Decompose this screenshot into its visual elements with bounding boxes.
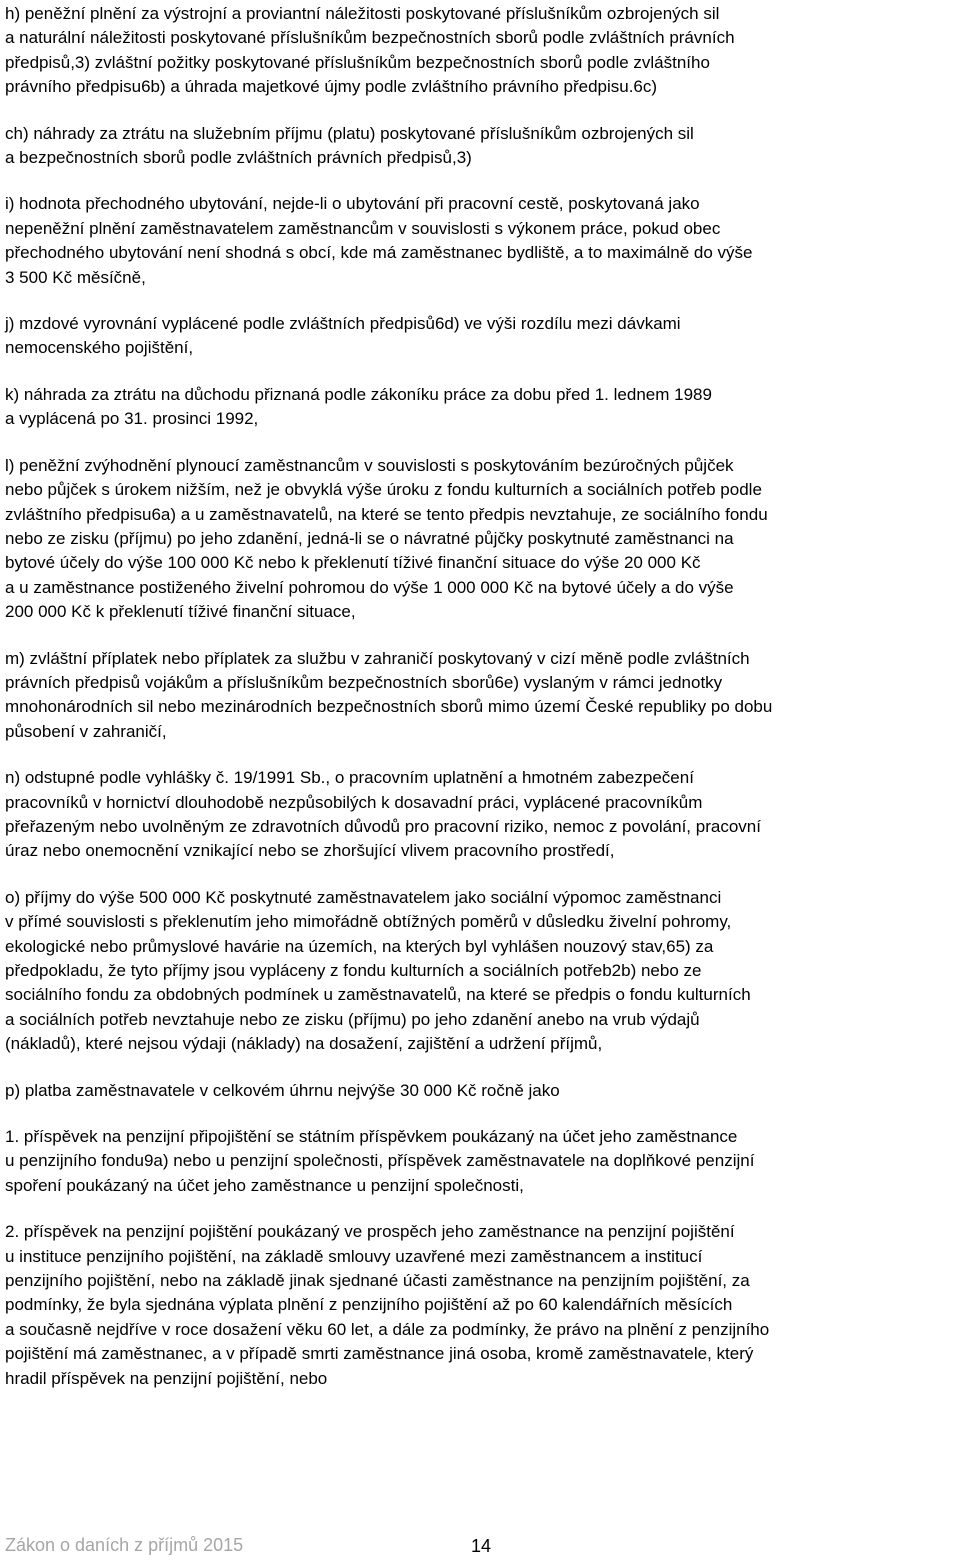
text-line: a současně nejdříve v roce dosažení věku 60 let, a dále za podmínky, že právo na plnění z penzijního: [5, 1319, 770, 1339]
text-line: a sociálních potřeb nevztahuje nebo ze zisku (příjmu) po jeho zdanění anebo na vrub výdajů: [5, 1009, 700, 1029]
paragraph-n: [5, 766, 955, 864]
text-line: sociálního fondu za obdobných podmínek u zaměstnavatelů, na které se předpis o fondu kulturních: [5, 985, 751, 1005]
paragraph-m: [5, 647, 955, 745]
text-line: podmínky, že byla sjednána výplata plnění z penzijního pojištění až po 60 kalendářních měsících: [5, 1295, 733, 1315]
text-line: n) odstupné podle vyhlášky č. 19/1991 Sb., o pracovním uplatnění a hmotném zabezpečení: [5, 768, 694, 788]
text-line: úraz nebo onemocnění vznikající nebo se zhoršující vlivem pracovního prostředí,: [5, 841, 615, 861]
text-line: 2. příspěvek na penzijní pojištění poukázaný ve prospěch jeho zaměstnance na penzijní pojištění: [5, 1222, 735, 1242]
text-line: předpokladu, že tyto příjmy jsou vypláceny z fondu kulturních a sociálních potřeb2b) nebo ze: [5, 961, 702, 980]
text-line: o) příjmy do výše 500 000 Kč poskytnuté zaměstnavatelem jako sociální výpomoc zaměstnanci: [5, 887, 722, 907]
text-line: p) platba zaměstnavatele v celkovém úhrnu nejvýše 30 000 Kč ročně jako: [5, 1080, 560, 1100]
text-line: a naturální náležitosti poskytované příslušníkům bezpečnostních sborů podle zvláštních právních: [5, 28, 735, 48]
paragraph-h: [5, 2, 955, 100]
text-line: pojištění má zaměstnanec, a v případě smrti zaměstnance jiná osoba, kromě zaměstnavatele, který: [5, 1344, 754, 1364]
text-line: h) peněžní plnění za výstrojní a proviantní náležitosti poskytované příslušníkům ozbrojených sil: [5, 4, 720, 23]
paragraph-l: [5, 454, 955, 625]
text-line: penzijního pojištění, nebo na základě jinak sjednané účasti zaměstnance na penzijním pojištění, za: [5, 1271, 750, 1291]
text-line: mnohonárodních sil nebo mezinárodních bezpečnostních sborů mimo území České republiky po dobu: [5, 697, 773, 717]
text-line: přeřazeným nebo uvolněným ze zdravotních důvodů pro pracovní riziko, nemoc z povolání, pracovní: [5, 816, 761, 836]
text-line: pracovníků v hornictví dlouhodobě nezpůsobilých k dosavadní práci, vyplácené pracovníkům: [5, 792, 703, 812]
paragraph-k: [5, 383, 955, 432]
paragraph-o: [5, 886, 955, 1057]
paragraph-ch: [5, 122, 955, 171]
paragraph-p: [5, 1079, 955, 1103]
text-line: u instituce penzijního pojištění, na základě smlouvy uzavřené mezi zaměstnancem a institucí: [5, 1246, 703, 1266]
text-line: j) mzdové vyrovnání vyplácené podle zvláštních předpisů6d) ve výši rozdílu mezi dávkami: [5, 314, 681, 334]
text-line: zvláštního předpisu6a) a u zaměstnavatelů, na které se tento předpis nevztahuje, ze sociálního fondu: [5, 504, 768, 524]
text-line: 1. příspěvek na penzijní připojištění se státním příspěvkem poukázaný na účet jeho zaměstnance: [5, 1127, 738, 1147]
text-line: u penzijního fondu9a) nebo u penzijní společnosti, příspěvek zaměstnavatele na doplňkové penzijní: [5, 1151, 755, 1171]
text-line: i) hodnota přechodného ubytování, nejde-li o ubytování při pracovní cestě, poskytovaná jako: [5, 194, 700, 214]
text-line: m) zvláštní příplatek nebo příplatek za službu v zahraničí poskytovaný v cizí měně podle zvláštních: [5, 648, 750, 668]
text-line: ekologické nebo průmyslové havárie na územích, na kterých byl vyhlášen nouzový stav,65) za: [5, 936, 714, 956]
text-line: spoření poukázaný na účet jeho zaměstnance u penzijní společnosti,: [5, 1175, 524, 1195]
text-line: nepeněžní plnění zaměstnavatelem zaměstnancům v souvislosti s výkonem práce, pokud obec: [5, 218, 721, 238]
text-line: předpisů,3) zvláštní požitky poskytované příslušníkům bezpečnostních sborů podle zvláštního: [5, 52, 710, 72]
text-line: (nákladů), které nejsou výdaji (náklady) na dosažení, zajištění a udržení příjmů,: [5, 1034, 603, 1054]
paragraph-j: [5, 312, 955, 361]
text-line: nebo půjček s úrokem nižším, než je obvyklá výše úroku z fondu kulturních a sociálních potřeb podle: [5, 480, 762, 500]
page-number: 14: [471, 1536, 492, 1556]
text-line: nemocenského pojištění,: [5, 338, 194, 358]
text-line: právních předpisů vojákům a příslušníkům bezpečnostních sborů6e) vyslaným v rámci jednotky: [5, 672, 723, 692]
text-line: a u zaměstnance postiženého živelní pohromou do výše 1 000 000 Kč na bytové účely a do výše: [5, 577, 734, 597]
paragraph-i: [5, 192, 955, 290]
paragraph-p-1: [5, 1125, 955, 1198]
paragraph-p-2: [5, 1220, 955, 1391]
text-line: bytové účely do výše 100 000 Kč nebo k překlenutí tíživé finanční situace do výše 20 000 Kč: [5, 553, 701, 573]
footer-title: Zákon o daních z příjmů 2015: [5, 1535, 244, 1555]
text-line: ch) náhrady za ztrátu na služebním příjmu (platu) poskytované příslušníkům ozbrojených sil: [5, 123, 694, 143]
text-line: 3 500 Kč měsíčně,: [5, 267, 146, 287]
text-line: právního předpisu6b) a úhrada majetkové újmy podle zvláštního právního předpisu.6c): [5, 77, 658, 97]
text-line: hradil příspěvek na penzijní pojištění, nebo: [5, 1368, 328, 1388]
text-line: přechodného ubytování není shodná s obcí, kde má zaměstnanec bydliště, a to maximálně do výše: [5, 243, 753, 263]
text-line: působení v zahraničí,: [5, 721, 167, 741]
text-line: nebo ze zisku (příjmu) po jeho zdanění, jedná-li se o návratné půjčky poskytnuté zaměstnanci na: [5, 528, 734, 548]
text-line: v přímé souvislosti s překlenutím jeho mimořádně obtížných poměrů v důsledku živelní pohromy,: [5, 912, 732, 932]
text-line: a bezpečnostních sborů podle zvláštních právních předpisů,3): [5, 148, 472, 168]
text-line: 200 000 Kč k překlenutí tíživé finanční situace,: [5, 602, 356, 622]
document-body: [5, 2, 955, 1391]
text-line: a vyplácená po 31. prosinci 1992,: [5, 409, 259, 429]
text-line: l) peněžní zvýhodnění plynoucí zaměstnancům v souvislosti s poskytováním bezúročných půjček: [5, 455, 734, 475]
text-line: k) náhrada za ztrátu na důchodu přiznaná podle zákoníku práce za dobu před 1. lednem 1989: [5, 384, 712, 404]
